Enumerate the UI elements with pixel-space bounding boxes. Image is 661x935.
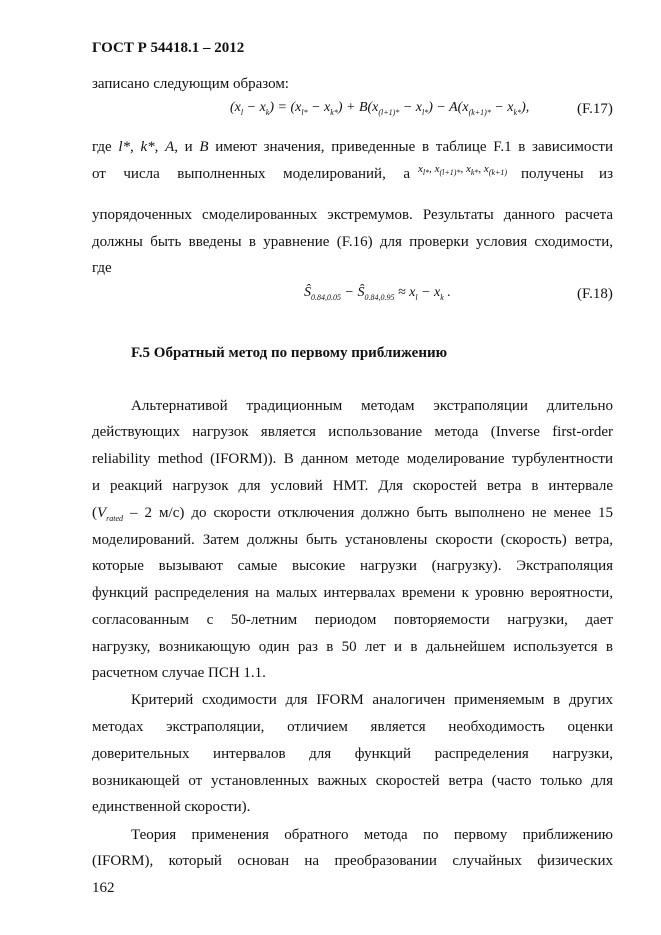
vrated-line <box>92 504 613 528</box>
where-pre: где <box>92 139 119 155</box>
para-a-line-1: упорядоченных смоделированных экстремумов. Результаты данного расчета <box>92 207 613 223</box>
para-b2-line-5: нагрузку, возникающую один раз в 50 лет и в дальнейшем используется в <box>92 639 613 655</box>
para-a-line-2: должны быть введены в уравнение (F.16) для проверки условия сходимости, <box>92 234 613 250</box>
para-c-line-5: единственной скорости). <box>92 799 251 815</box>
var-a: A <box>165 139 175 155</box>
var-l: l* <box>118 139 131 155</box>
para-c-line-3: доверительных интервалов для функций распределения нагрузки, <box>92 746 613 762</box>
where-sep1: , <box>130 139 141 155</box>
page-number: 162 <box>92 880 115 896</box>
para-b-line-3: reliability method (IFORM)). В данном методе моделирование турбулентности <box>92 451 613 467</box>
var-b: B <box>199 139 209 155</box>
para-d-line-2: (IFORM), который основан на преобразовании случайных физических <box>92 853 613 869</box>
equation-number-f18: (F.18) <box>577 286 613 302</box>
where-sep3: , и <box>174 139 200 155</box>
from-line-left: от числа выполненных моделирований, а <box>92 166 410 182</box>
vrated-symbol: V <box>97 505 107 521</box>
para-d-line-1: Теория применения обратного метода по первому приближению <box>131 827 613 843</box>
equation-number-f17: (F.17) <box>577 101 613 117</box>
para-c-line-2: методах экстраполяции, отличием является необходимость оценки <box>92 719 613 735</box>
para-b2-line-4: согласованным с 50-летним периодом повторяемости нагрузки, дает <box>92 612 613 628</box>
section-title: F.5 Обратный метод по первому приближению <box>131 345 448 361</box>
where-sep2: , <box>154 139 166 155</box>
para-b-line-4: и реакций нагрузок для условий НМТ. Для скоростей ветра в интервале <box>92 478 613 494</box>
where-line <box>92 138 613 156</box>
para-b2-line-2: которые вызывают самые высокие нагрузки (нагрузку). Экстраполяция <box>92 558 613 574</box>
inline-formula-xvalues: $x_{l*}$, $x_{(l+1)*}$, $x_{k*}$, $x_{(k+1)}$ <box>418 163 508 178</box>
para-c-line-4: возникающей от установленных важных скоростей ветра (часто только для <box>92 773 613 789</box>
vrated-rest: – 2 м/с) до скорости отключения должно быть выполнено не менее 15 <box>123 505 613 521</box>
equation-f18: $Ŝ_{0.84,0.05}$ − $Ŝ_{0.84,0.95} \approx x_l - x_k$ . <box>304 285 451 302</box>
from-line-right: получены из <box>521 166 613 182</box>
para-c-line-1: Критерий сходимости для IFORM аналогичен применяемым в других <box>131 692 613 708</box>
para-b2-line-3: функций распределения на малых интервалах времени к уровню вероятности, <box>92 585 613 601</box>
para-b-line-2: действующих нагрузок является использование метода (Inverse first-order <box>92 424 613 440</box>
para-a-line-3: где <box>92 260 112 276</box>
document-header: ГОСТ Р 54418.1 – 2012 <box>92 40 245 56</box>
vrated-open: ( <box>92 505 97 521</box>
para-b2-line-6: расчетном случае ПСН 1.1. <box>92 665 266 681</box>
intro-text: записано следующим образом: <box>92 76 289 92</box>
where-post: имеют значения, приведенные в таблице F.1 в зависимости <box>208 139 614 155</box>
var-k: k* <box>140 139 155 155</box>
vrated-subscript: rated <box>106 514 124 523</box>
equation-f17: $(x_l - x_k) = (x_{l*} - x_{k*}) + B(x_{(l+1)*} - x_{l*}) - A(x_{(k+1)*} - x_{k*})$, <box>230 100 530 117</box>
para-b2-line-1: моделирований. Затем должны быть установлены скорости (скорость) ветра, <box>92 532 613 548</box>
para-b-line-1: Альтернативой традиционным методам экстраполяции длительно <box>131 398 613 414</box>
